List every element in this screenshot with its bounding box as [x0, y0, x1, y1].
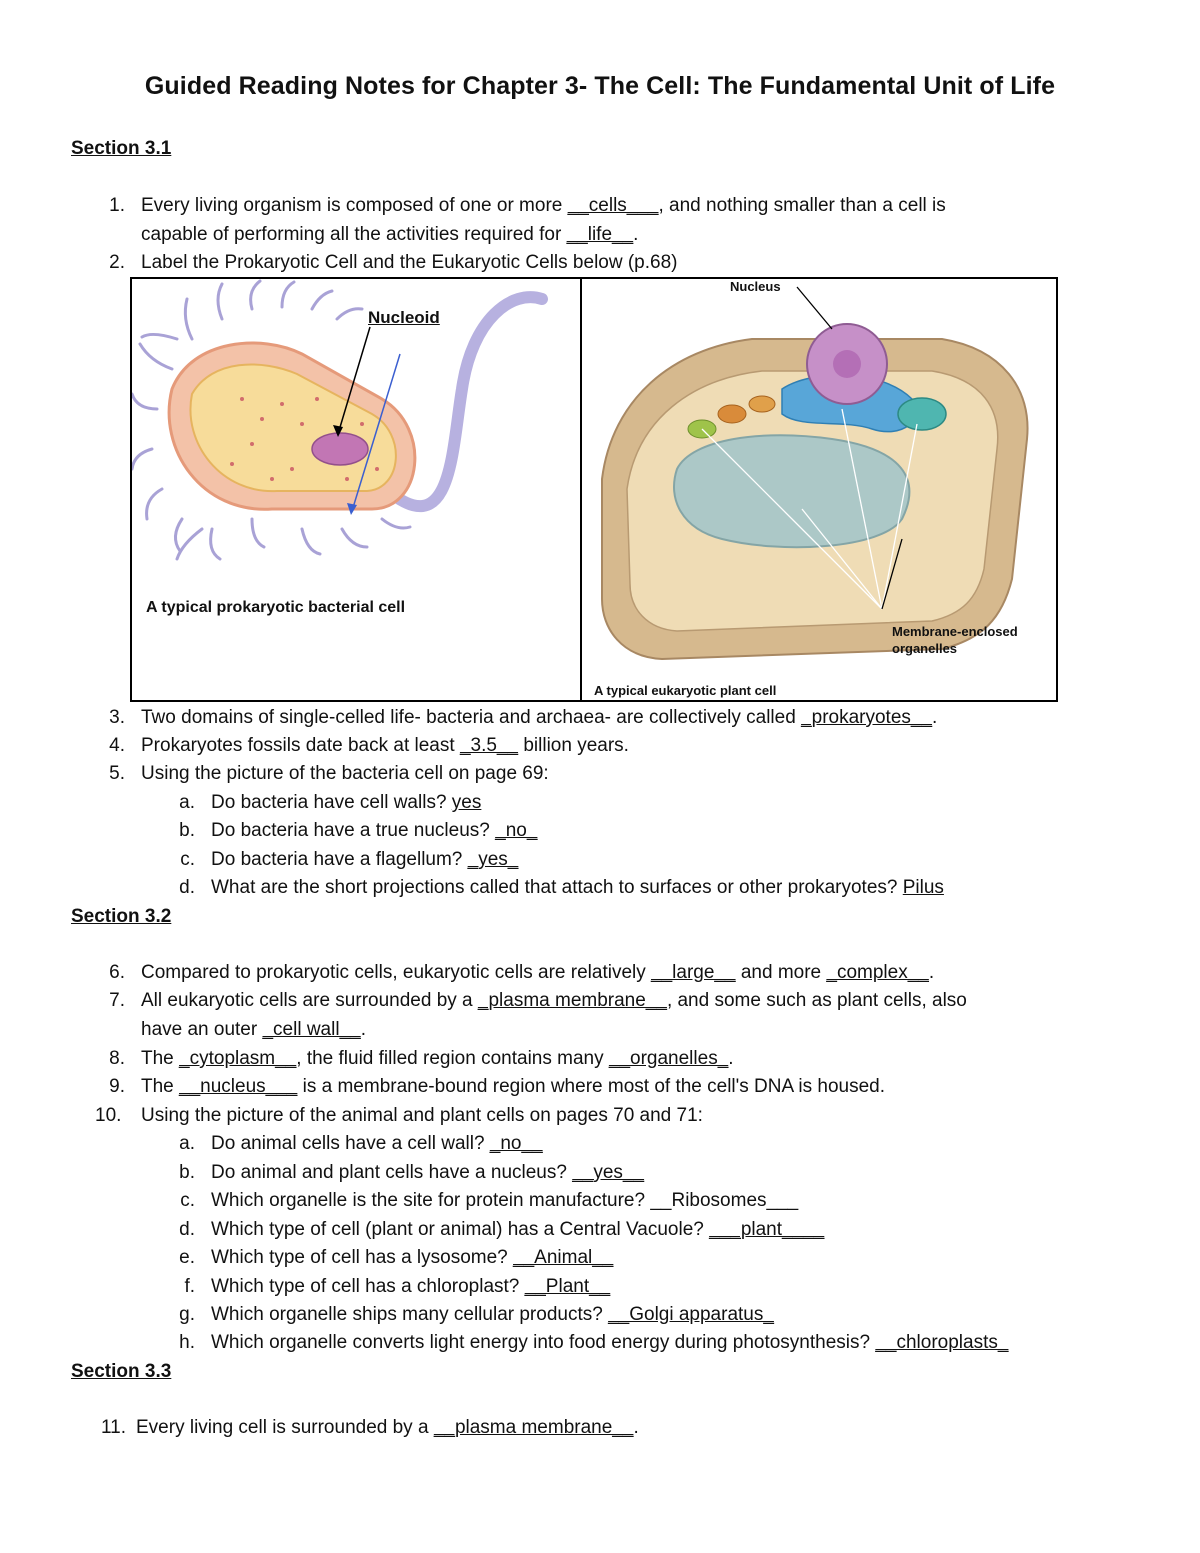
question-text: Every living organism is composed of one or more [141, 195, 568, 216]
answer-blank: __chloroplasts_ [875, 1332, 1009, 1353]
answer-blank: _no__ [489, 1133, 543, 1154]
question-number: 7. [109, 990, 125, 1011]
answer-blank: __organelles_ [608, 1048, 729, 1069]
question-text: . [928, 962, 935, 983]
question-text: Using the picture of the animal and plant cells on pages 70 and 71: [141, 1105, 703, 1126]
question-number: 10. [95, 1105, 122, 1126]
question-text: , and nothing smaller than a cell is [658, 195, 946, 216]
question-letter: f. [184, 1276, 195, 1297]
answer-blank: _plasma membrane__ [477, 990, 667, 1011]
prokaryotic-cell-illustration [132, 279, 580, 700]
question-text: Do bacteria have a true nucleus? [211, 820, 496, 841]
question-text: . [932, 707, 938, 728]
question-text: Which organelle converts light energy into food energy during photosynthesis? [211, 1332, 876, 1353]
nucleus-label: Nucleus [730, 279, 781, 294]
answer-blank: __plasma membrane__ [433, 1417, 634, 1438]
question-text: is a membrane-bound region where most of the cell's DNA is housed. [297, 1076, 886, 1097]
question-text: , and some such as plant cells, also [666, 990, 967, 1011]
answer-blank: __large__ [651, 962, 736, 983]
question-number: 9. [109, 1076, 125, 1097]
question-letter: e. [179, 1247, 195, 1268]
question-number: 8. [109, 1048, 125, 1069]
question-number: 4. [109, 735, 125, 756]
question-text: . [728, 1048, 734, 1069]
answer-blank: Pilus [902, 877, 944, 898]
question-letter: h. [179, 1332, 195, 1353]
page-title: Guided Reading Notes for Chapter 3- The Cell: The Fundamental Unit of Life [144, 72, 1056, 100]
answer-blank: __cells___ [567, 195, 659, 216]
answer-blank: __Ribosomes___ [650, 1190, 799, 1211]
answer-blank: __Plant__ [524, 1276, 611, 1297]
question-text: What are the short projections called that attach to surfaces or other prokaryotes? [211, 877, 903, 898]
question-7-continued [141, 1019, 366, 1041]
question-number: 3. [109, 707, 125, 728]
question-letter: c. [180, 849, 195, 870]
section-heading-3-2: Section 3.2 [71, 906, 172, 927]
question-text: All eukaryotic cells are surrounded by a [141, 990, 478, 1011]
question-text: Do bacteria have a flagellum? [211, 849, 468, 870]
answer-blank: ___plant____ [709, 1219, 825, 1240]
prokaryotic-caption: A typical prokaryotic bacterial cell [146, 599, 406, 616]
question-letter: c. [180, 1190, 195, 1211]
answer-blank: _yes_ [467, 849, 519, 870]
question-number: 1. [109, 195, 125, 216]
question-text: The [141, 1076, 180, 1097]
answer-blank: _cytoplasm__ [179, 1048, 297, 1069]
question-text: Every living cell is surrounded by a [136, 1417, 434, 1438]
answer-blank: _prokaryotes__ [801, 707, 933, 728]
answer-blank: __yes__ [572, 1162, 645, 1183]
answer-blank: __nucleus___ [179, 1076, 298, 1097]
membrane-enclosed-label: Membrane-enclosed [892, 624, 1018, 639]
question-text: Do animal and plant cells have a nucleus? [211, 1162, 573, 1183]
question-text: Do bacteria have cell walls? [211, 792, 452, 813]
question-text: The [141, 1048, 180, 1069]
eukaryotic-caption: A typical eukaryotic plant cell [594, 683, 777, 698]
question-letter: a. [179, 792, 195, 813]
question-number: 11. [101, 1417, 127, 1438]
question-text: Which type of cell (plant or animal) has a Central Vacuole? [211, 1219, 710, 1240]
answer-blank: _complex__ [826, 962, 929, 983]
question-text: , the fluid filled region contains many [296, 1048, 609, 1069]
question-letter: g. [179, 1304, 195, 1325]
question-text: Which organelle ships many cellular products? [211, 1304, 609, 1325]
question-letter: b. [179, 1162, 195, 1183]
question-text: Using the picture of the bacteria cell on page 69: [141, 763, 549, 784]
question-text: Do animal cells have a cell wall? [211, 1133, 490, 1154]
question-text: Prokaryotes fossils date back at least [141, 735, 460, 756]
answer-blank: _cell wall__ [262, 1019, 361, 1040]
section-heading-3-3: Section 3.3 [71, 1361, 172, 1382]
question-text: Compared to prokaryotic cells, eukaryotic cells are relatively [141, 962, 652, 983]
question-text: have an outer [141, 1019, 263, 1040]
question-text: Two domains of single-celled life- bacteria and archaea- are collectively called [141, 707, 802, 728]
question-letter: a. [179, 1133, 195, 1154]
nucleoid-label: Nucleoid [368, 308, 440, 327]
cell-figure [130, 277, 1058, 702]
question-text: Label the Prokaryotic Cell and the Eukaryotic Cells below (p.68) [141, 252, 678, 273]
answer-blank: __Golgi apparatus_ [608, 1304, 774, 1325]
question-number: 2. [109, 252, 125, 273]
question-number: 6. [109, 962, 125, 983]
answer-blank: yes [451, 792, 482, 813]
organelles-label: organelles [892, 641, 958, 656]
question-text: capable of performing all the activities required for [141, 224, 567, 245]
answer-blank: _3.5__ [459, 735, 519, 756]
question-text: Which type of cell has a chloroplast? [211, 1276, 525, 1297]
section-heading-3-1: Section 3.1 [71, 138, 172, 159]
question-letter: d. [179, 877, 195, 898]
question-text: Which type of cell has a lysosome? [211, 1247, 514, 1268]
question-text: . [633, 1417, 639, 1438]
question-1-continued [141, 224, 638, 246]
question-number: 5. [109, 763, 125, 784]
answer-blank: __Animal__ [513, 1247, 614, 1268]
answer-blank: __life__ [566, 224, 634, 245]
question-letter: b. [179, 820, 195, 841]
question-text: and more [735, 962, 827, 983]
question-text: Which organelle is the site for protein manufacture? [211, 1190, 651, 1211]
question-text: billion years. [518, 735, 629, 756]
question-text: . [633, 224, 639, 245]
answer-blank: _no_ [495, 820, 538, 841]
question-text: . [360, 1019, 366, 1040]
question-letter: d. [179, 1219, 195, 1240]
